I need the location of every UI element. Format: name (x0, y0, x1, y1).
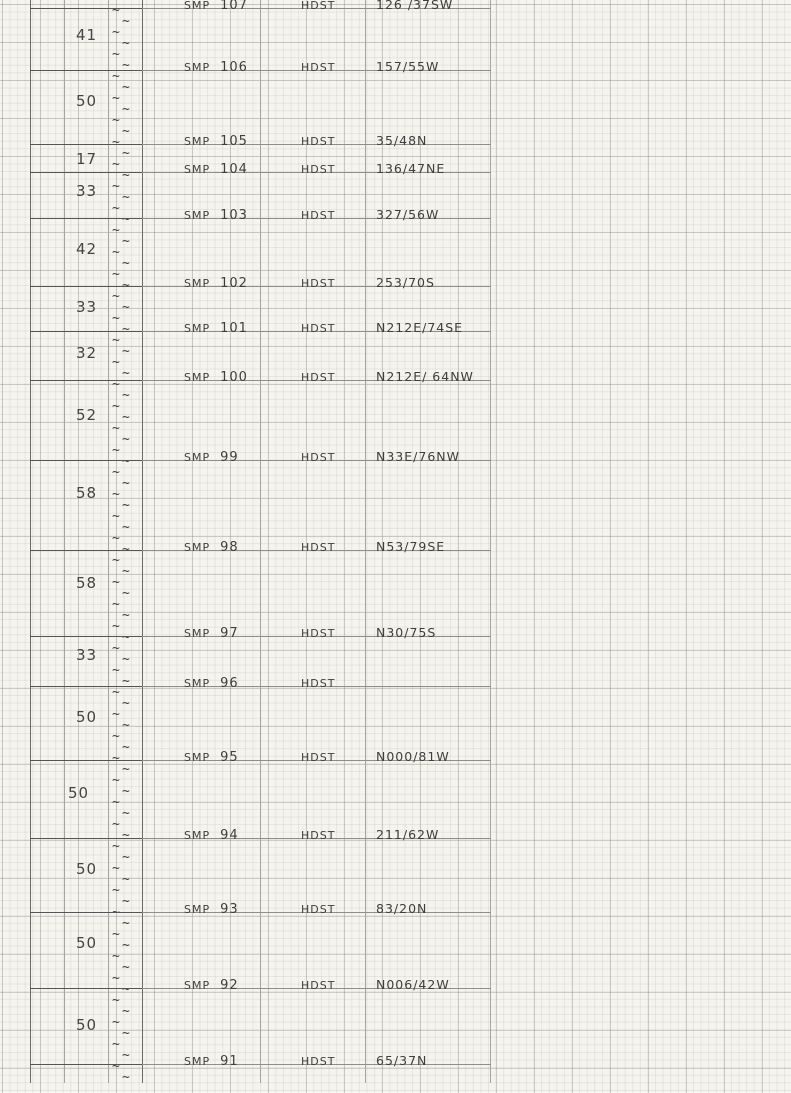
lithology-symbol: ~ (122, 410, 130, 425)
depth-line (30, 8, 142, 9)
sample-id (184, 134, 248, 149)
sample-id (184, 60, 248, 75)
column-line (64, 0, 65, 1083)
lithology-symbol: ~ (112, 443, 120, 458)
sample-label: SMP (184, 627, 211, 640)
hdst-tag: HDST (301, 163, 336, 176)
lithology-symbol: ~ (122, 850, 130, 865)
lithology-symbol: ~ (122, 806, 130, 821)
lithology-symbol: ~ (112, 267, 120, 282)
lithology-symbol: ~ (122, 542, 130, 557)
lithology-symbol: ~ (112, 91, 120, 106)
lithology-symbol: ~ (122, 828, 130, 843)
sample-label: SMP (184, 209, 211, 222)
lithology-symbol: ~ (112, 135, 120, 150)
lithology-symbol: ~ (122, 388, 130, 403)
sample-number: 102 (220, 276, 248, 291)
lithology-symbol: ~ (112, 641, 120, 656)
thickness-value: 17 (76, 150, 98, 168)
lithology-symbol: ~ (122, 916, 130, 931)
lithology-symbol: ~ (122, 608, 130, 623)
lithology-symbol: ~ (122, 36, 130, 51)
lithology-symbol: ~ (122, 256, 130, 271)
depth-line (30, 380, 142, 381)
depth-line (30, 70, 142, 71)
lithology-symbol: ~ (112, 685, 120, 700)
sample-number: 96 (220, 676, 239, 691)
lithology-symbol: ~ (122, 938, 130, 953)
thickness-value: 41 (76, 26, 98, 44)
sample-label: SMP (184, 135, 211, 148)
lithology-symbol: ~ (112, 751, 120, 766)
thickness-value: 52 (76, 406, 98, 424)
sample-label: SMP (184, 1055, 211, 1068)
thickness-value: 58 (76, 484, 98, 502)
depth-line (30, 636, 142, 637)
lithology-symbol: ~ (122, 564, 130, 579)
sample-number: 94 (220, 828, 239, 843)
depth-line (30, 838, 142, 839)
lithology-symbol: ~ (122, 344, 130, 359)
lithology-symbol: ~ (122, 234, 130, 249)
sample-id (184, 750, 239, 765)
sample-id (184, 626, 239, 641)
sample-label: SMP (184, 541, 211, 554)
orientation-value: N33E/76NW (376, 449, 460, 464)
lithology-symbol: ~ (122, 300, 130, 315)
lithology-symbol: ~ (112, 707, 120, 722)
hdst-tag: HDST (301, 979, 336, 992)
orientation-value: 136/47NE (376, 161, 446, 176)
lithology-symbol: ~ (122, 80, 130, 95)
sample-number: 106 (220, 60, 248, 75)
sample-id (184, 370, 248, 385)
lithology-symbol: ~ (122, 630, 130, 645)
lithology-symbol: ~ (112, 377, 120, 392)
lithology-symbol: ~ (122, 652, 130, 667)
lithology-symbol: ~ (112, 465, 120, 480)
orientation-value: 126 /37SW (376, 0, 454, 12)
sample-label: SMP (184, 451, 211, 464)
lithology-symbol: ~ (112, 795, 120, 810)
lithology-symbol: ~ (122, 894, 130, 909)
lithology-symbol: ~ (112, 509, 120, 524)
lithology-symbol: ~ (112, 3, 120, 18)
thickness-value: 58 (76, 574, 98, 592)
lithology-symbol: ~ (122, 278, 130, 293)
sample-label: SMP (184, 163, 211, 176)
lithology-symbol: ~ (122, 146, 130, 161)
lithology-symbol: ~ (122, 124, 130, 139)
lithology-symbol: ~ (112, 333, 120, 348)
depth-line (30, 286, 142, 287)
lithology-symbol: ~ (112, 25, 120, 40)
sample-label: SMP (184, 677, 211, 690)
lithology-symbol: ~ (122, 960, 130, 975)
sample-id (184, 902, 239, 917)
orientation-value: N000/81W (376, 749, 450, 764)
orientation-value: 327/56W (376, 207, 440, 222)
sample-label: SMP (184, 751, 211, 764)
lithology-symbol: ~ (112, 245, 120, 260)
lithology-symbol: ~ (112, 201, 120, 216)
thickness-value: 33 (76, 646, 98, 664)
orientation-value: N30/75S (376, 625, 437, 640)
sample-number: 107 (220, 0, 248, 13)
thickness-value: 50 (76, 1016, 98, 1034)
sample-number: 101 (220, 321, 248, 336)
sample-label: SMP (184, 0, 211, 12)
sample-id (184, 0, 248, 13)
thickness-value: 50 (76, 934, 98, 952)
orientation-value: 211/62W (376, 827, 440, 842)
lithology-symbol: ~ (122, 872, 130, 887)
depth-line (30, 912, 142, 913)
lithology-symbol: ~ (112, 729, 120, 744)
orientation-value: N006/42W (376, 977, 450, 992)
lithology-column (108, 0, 144, 1083)
lithology-symbol: ~ (112, 531, 120, 546)
hdst-tag: HDST (301, 627, 336, 640)
sample-id (184, 978, 239, 993)
lithology-symbol: ~ (122, 718, 130, 733)
sample-number: 98 (220, 540, 239, 555)
lithology-symbol: ~ (112, 861, 120, 876)
hdst-tag: HDST (301, 1055, 336, 1068)
lithology-symbol: ~ (122, 432, 130, 447)
lithology-symbol: ~ (112, 817, 120, 832)
lithology-symbol: ~ (122, 1026, 130, 1041)
lithology-symbol: ~ (112, 575, 120, 590)
sample-label: SMP (184, 979, 211, 992)
lithology-symbol: ~ (112, 1059, 120, 1074)
lithology-symbol: ~ (122, 498, 130, 513)
lithology-symbol: ~ (112, 487, 120, 502)
lithology-symbol: ~ (122, 740, 130, 755)
sample-id (184, 1054, 239, 1069)
lithology-symbol: ~ (112, 69, 120, 84)
sample-number: 93 (220, 902, 239, 917)
sample-label: SMP (184, 61, 211, 74)
lithology-symbol: ~ (112, 421, 120, 436)
lithology-symbol: ~ (122, 212, 130, 227)
sample-id (184, 450, 239, 465)
lithology-symbol: ~ (122, 1070, 130, 1085)
lithology-symbol: ~ (122, 58, 130, 73)
hdst-tag: HDST (301, 903, 336, 916)
lithology-symbol: ~ (122, 520, 130, 535)
lithology-symbol: ~ (122, 674, 130, 689)
sample-number: 92 (220, 978, 239, 993)
lithology-symbol: ~ (112, 1037, 120, 1052)
hdst-tag: HDST (301, 135, 336, 148)
lithology-symbol: ~ (112, 553, 120, 568)
thickness-value: 50 (76, 708, 98, 726)
lithology-symbol: ~ (112, 47, 120, 62)
lithology-symbol: ~ (122, 1004, 130, 1019)
hdst-tag: HDST (301, 677, 336, 690)
lithology-symbol: ~ (112, 839, 120, 854)
sample-label: SMP (184, 277, 211, 290)
sample-id (184, 162, 248, 177)
depth-line (30, 550, 142, 551)
depth-line (30, 144, 142, 145)
lithology-symbol: ~ (122, 586, 130, 601)
lithology-symbol: ~ (122, 1048, 130, 1063)
lithology-symbol: ~ (122, 696, 130, 711)
thickness-value: 50 (76, 92, 98, 110)
column-line (365, 0, 366, 1083)
sample-number: 97 (220, 626, 239, 641)
thickness-value: 32 (76, 344, 98, 362)
lithology-symbol: ~ (122, 190, 130, 205)
sample-label: SMP (184, 371, 211, 384)
orientation-value: N212E/ 64NW (376, 369, 474, 384)
sample-number: 100 (220, 370, 248, 385)
depth-line (30, 172, 142, 173)
orientation-value: N53/79SE (376, 539, 446, 554)
sample-label: SMP (184, 322, 211, 335)
sample-number: 91 (220, 1054, 239, 1069)
lithology-symbol: ~ (122, 454, 130, 469)
depth-line (30, 760, 142, 761)
sample-number: 99 (220, 450, 239, 465)
lithology-symbol: ~ (112, 927, 120, 942)
lithology-symbol: ~ (122, 168, 130, 183)
thickness-value: 50 (68, 784, 90, 802)
depth-line (30, 460, 142, 461)
lithology-symbol: ~ (112, 179, 120, 194)
lithology-symbol: ~ (122, 762, 130, 777)
lithology-symbol: ~ (122, 476, 130, 491)
lithology-symbol: ~ (122, 14, 130, 29)
orientation-value: 35/48N (376, 133, 428, 148)
sample-id (184, 540, 239, 555)
sample-number: 105 (220, 134, 248, 149)
depth-line (30, 331, 142, 332)
orientation-value: 157/55W (376, 59, 440, 74)
lithology-symbol: ~ (112, 773, 120, 788)
column-line (490, 0, 491, 1083)
lithology-symbol: ~ (122, 102, 130, 117)
sample-number: 95 (220, 750, 239, 765)
lithology-symbol: ~ (112, 883, 120, 898)
lithology-symbol: ~ (112, 157, 120, 172)
depth-line (30, 1064, 142, 1065)
sample-id (184, 676, 239, 691)
lithology-symbol: ~ (112, 949, 120, 964)
orientation-value: 65/37N (376, 1053, 428, 1068)
lithology-symbol: ~ (112, 1015, 120, 1030)
lithology-symbol: ~ (122, 982, 130, 997)
sample-label: SMP (184, 829, 211, 842)
lithology-symbol: ~ (122, 784, 130, 799)
sample-id (184, 208, 248, 223)
lithology-symbol: ~ (112, 311, 120, 326)
lithology-symbol: ~ (112, 905, 120, 920)
sample-id (184, 276, 248, 291)
lithology-symbol: ~ (122, 366, 130, 381)
column-line (260, 0, 261, 1083)
lithology-symbol: ~ (112, 289, 120, 304)
lithology-symbol: ~ (112, 355, 120, 370)
orientation-value: 83/20N (376, 901, 428, 916)
lithology-symbol: ~ (112, 113, 120, 128)
sample-number: 103 (220, 208, 248, 223)
lithology-symbol: ~ (112, 399, 120, 414)
sample-number: 104 (220, 162, 248, 177)
sample-id (184, 321, 248, 336)
lithology-symbol: ~ (112, 223, 120, 238)
hdst-tag: HDST (301, 541, 336, 554)
lithology-symbol: ~ (122, 322, 130, 337)
thickness-value: 33 (76, 182, 98, 200)
hdst-tag: HDST (301, 277, 336, 290)
hdst-tag: HDST (301, 0, 336, 12)
thickness-value: 50 (76, 860, 98, 878)
lithology-symbol: ~ (112, 619, 120, 634)
hdst-tag: HDST (301, 61, 336, 74)
hdst-tag: HDST (301, 209, 336, 222)
hdst-tag: HDST (301, 322, 336, 335)
hdst-tag: HDST (301, 829, 336, 842)
hdst-tag: HDST (301, 751, 336, 764)
lithology-symbol: ~ (112, 971, 120, 986)
hdst-tag: HDST (301, 371, 336, 384)
orientation-value: N212E/74SE (376, 320, 464, 335)
thickness-value: 42 (76, 240, 98, 258)
sample-id (184, 828, 239, 843)
column-line (30, 0, 31, 1083)
lithology-symbol: ~ (112, 663, 120, 678)
orientation-value: 253/70S (376, 275, 435, 290)
thickness-value: 33 (76, 298, 98, 316)
lithology-symbol: ~ (112, 993, 120, 1008)
depth-line (30, 988, 142, 989)
lithology-symbol: ~ (112, 597, 120, 612)
hdst-tag: HDST (301, 451, 336, 464)
depth-line (30, 218, 142, 219)
depth-line (30, 686, 142, 687)
sample-label: SMP (184, 903, 211, 916)
